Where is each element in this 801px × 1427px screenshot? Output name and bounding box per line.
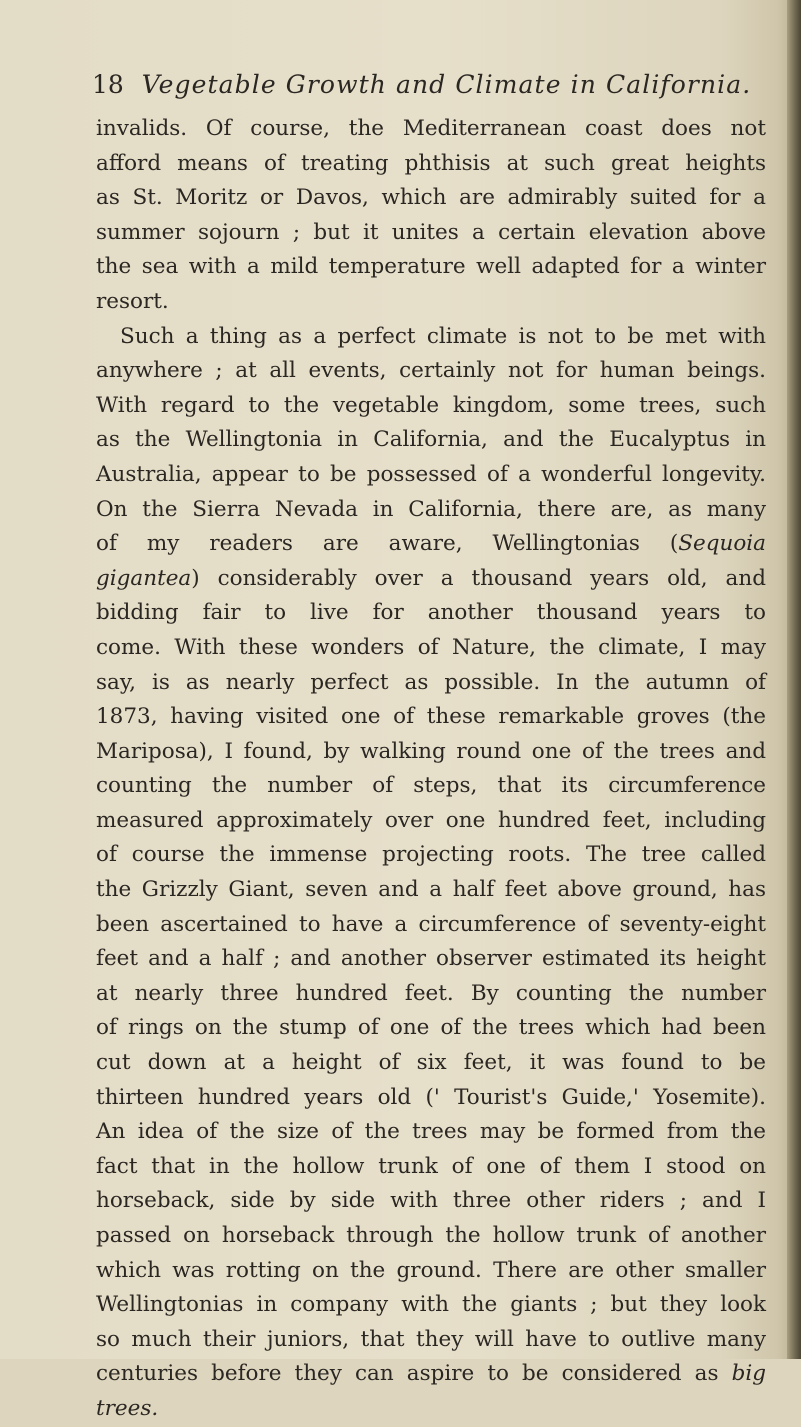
text-line: which was rotting on the ground. There are other smaller [96,1257,766,1283]
italic-text: big [731,1361,766,1387]
running-title: Vegetable Growth and Climate in California. [141,70,752,99]
text-line: the Grizzly Giant, seven and a half feet above ground, has [96,877,766,903]
text-line: feet and a half ; and another observer estimated its height [96,946,766,972]
page-number: 18 [92,70,124,99]
text-line: anywhere ; at all events, certainly not for human beings. [96,358,766,384]
text-line: been ascertained to have a circumference of seventy-eight [96,911,766,937]
text-line: measured approximately over one hundred feet, including [96,807,766,833]
text-line: at nearly three hundred feet. By counting the number [96,980,766,1006]
text-line: of my readers are aware, Wellingtonias (Sequoia [96,531,766,557]
text-line: of course the immense projecting roots. The tree called [96,842,766,868]
text-line: cut down at a height of six feet, it was found to be [96,1050,766,1076]
text-line [96,1392,766,1427]
body-text [96,112,766,1427]
italic-text: gigantea [96,565,192,591]
text-line: come. With these wonders of Nature, the climate, I may [96,634,766,660]
text-line: With regard to the vegetable kingdom, some trees, such [96,392,766,418]
text-line: Such a thing as a perfect climate is not to be met with [120,323,766,349]
text-line: as St. Moritz or Davos, which are admirably suited for a [96,185,766,211]
text-line: the sea with a mild temperature well adapted for a winter [96,254,766,280]
running-header [92,70,751,114]
text-line: resort. [96,288,169,314]
page-edge-shadow [787,0,801,1359]
text-line: thirteen hundred years old (' Tourist's Guide,' Yosemite). [96,1084,766,1110]
text-line: gigantea) considerably over a thousand years old, and [96,565,766,591]
text-line: horseback, side by side with three other riders ; and I [96,1188,766,1214]
text-line: counting the number of steps, that its circumference [96,773,766,799]
text-line: of rings on the stump of one of the trees which had been [96,1015,766,1041]
italic-text: trees. [96,1395,159,1421]
text-line: as the Wellingtonia in California, and the Eucalyptus in [96,427,766,453]
text-line: bidding fair to live for another thousand years to [96,600,766,626]
text-line: so much their juniors, that they will have to outlive many [96,1326,766,1352]
text-line: afford means of treating phthisis at such great heights [96,150,766,176]
text-line: Mariposa), I found, by walking round one of the trees and [96,738,766,764]
text-line: passed on horseback through the hollow trunk of another [96,1223,766,1248]
text-line: fact that in the hollow trunk of one of them I stood on [96,1153,766,1179]
text-line: invalids. Of course, the Mediterranean coast does not [96,116,766,141]
text-line: An idea of the size of the trees may be formed from the [96,1119,766,1145]
text-line: summer sojourn ; but it unites a certain elevation above [96,219,766,245]
text-line: 1873, having visited one of these remarkable groves (the [96,704,766,730]
text-line: Australia, appear to be possessed of a wonderful longevity. [96,461,766,487]
text-line: On the Sierra Nevada in California, there are, as many [96,496,766,522]
text-line: centuries before they can aspire to be considered as big [96,1361,766,1387]
text-line: Wellingtonias in company with the giants ; but they look [96,1292,766,1318]
italic-text: Sequoia [678,531,766,557]
text-line: say, is as nearly perfect as possible. In the autumn of [96,669,766,695]
